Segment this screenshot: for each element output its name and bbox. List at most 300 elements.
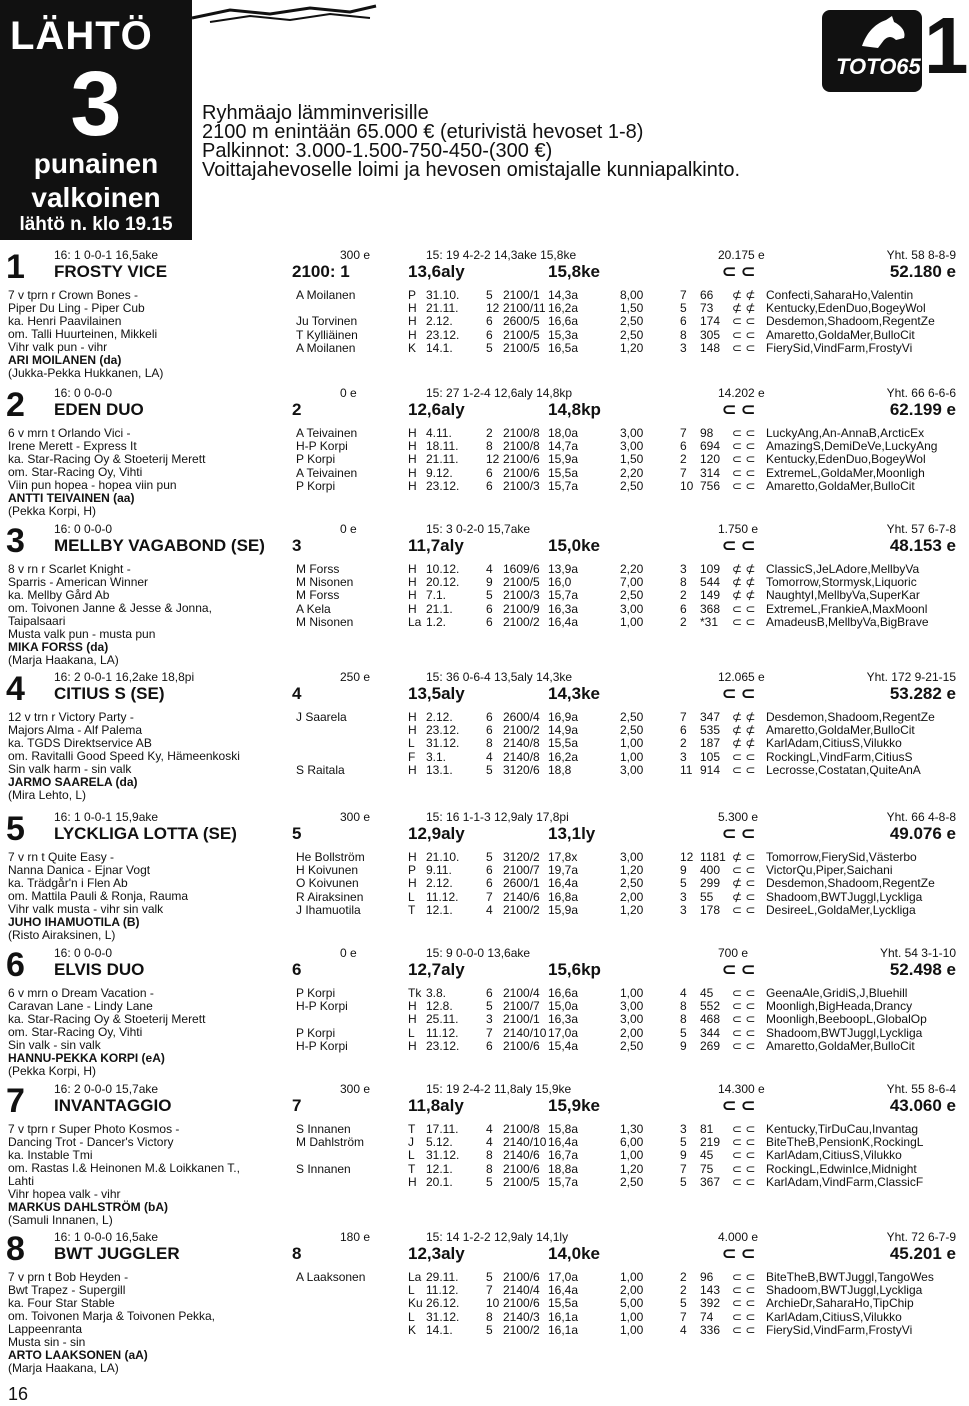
start-cell: 45 <box>700 986 714 1000</box>
horse-info-line: ka. Trädgår'n i Flen Ab <box>8 876 128 890</box>
start-cell: A Moilanen <box>296 340 356 355</box>
start-cell: 10 <box>680 478 694 493</box>
start-cell: H <box>408 314 417 329</box>
start-cell: 23.12. <box>426 1038 460 1053</box>
start-cell: 2,20 <box>620 562 644 576</box>
start-cell: 2,50 <box>620 314 644 329</box>
start-cell: J <box>408 1135 414 1150</box>
start-cell: 18,0a <box>548 426 579 440</box>
start-cell: H <box>408 301 417 316</box>
start-cell: 2,20 <box>620 465 644 480</box>
start-cell: 4 <box>486 562 493 576</box>
start-cell: 11.12. <box>426 1283 459 1298</box>
start-cell: 16,6a <box>548 314 579 329</box>
page-number: 16 <box>8 1384 29 1404</box>
start-cell: 7 <box>680 426 687 440</box>
start-cell: 15,5a <box>548 736 579 751</box>
total-stats: Yht. 55 8-6-4 <box>886 1082 956 1096</box>
start-cell: L <box>408 889 415 904</box>
driver-name: JUHO IHAMUOTILA (B) <box>8 915 140 929</box>
prev-year-earnings: 20.175 e <box>718 248 765 262</box>
start-cell: Shadoom,BWTJuggl,Lyckliga <box>766 1283 923 1298</box>
start-cell: 2100/5 <box>503 327 540 342</box>
horse-block <box>0 1080 960 1227</box>
driver-name: JARMO SAARELA (da) <box>8 775 138 789</box>
horse-info-line: om. Star-Racing Oy, Vihti <box>8 1025 143 1039</box>
start-cell: 6 <box>486 863 493 878</box>
start-cell: 16,5a <box>548 340 579 355</box>
start-cell: 6 <box>486 710 493 724</box>
start-cell: 12.8. <box>426 999 453 1014</box>
start-cell: 16,7a <box>548 1148 579 1163</box>
start-cell: 2600/4 <box>503 710 540 724</box>
start-cell: 3 <box>680 902 687 917</box>
year-stats: 16: 0 0-0-0 <box>54 946 113 960</box>
start-cell: ⊂ ⊂ <box>732 999 756 1014</box>
start-cell: 2100/6 <box>503 1296 540 1311</box>
start-cell: ⊂ ⊂ <box>732 439 756 454</box>
race-color-1: punainen <box>33 148 159 179</box>
start-cell: H <box>408 723 417 738</box>
start-cell: 2,50 <box>620 588 644 603</box>
year-stats: 16: 0 0-0-0 <box>54 386 113 400</box>
start-cell: 3.8. <box>426 986 447 1000</box>
start-cell: 12 <box>680 850 694 864</box>
total-earnings: 52.180 e <box>889 262 956 281</box>
prev-year-earnings: 1.750 e <box>718 522 759 536</box>
year-stats: 16: 2 0-0-0 15,7ake <box>54 1082 159 1096</box>
record-volt: 14,8kp <box>548 400 601 419</box>
start-cell: 14,9a <box>548 723 579 738</box>
start-cell: 6 <box>680 723 687 738</box>
start-cell: 10 <box>486 1296 500 1311</box>
horse-info-line: 6 v mrn t Orlando Vici - <box>8 426 131 440</box>
year-prize: 0 e <box>340 522 357 536</box>
start-cell: ⊄ ⊂ <box>732 876 756 891</box>
record-auto: 12,9aly <box>408 824 465 843</box>
start-cell: 105 <box>700 749 721 764</box>
horse-block <box>0 384 960 524</box>
horse-number: 8 <box>6 1230 25 1268</box>
start-cell: 6 <box>486 723 493 738</box>
start-cell: ArchieDr,SaharaHo,TipChip <box>766 1296 914 1311</box>
start-cell: ⊄ ⊄ <box>732 588 756 603</box>
total-stats: Yht. 57 6-7-8 <box>886 522 956 536</box>
start-cell: 12 <box>486 452 500 467</box>
horse-number: 3 <box>6 522 25 560</box>
start-cell: 6 <box>680 314 687 329</box>
start-cell: 7,00 <box>620 575 644 590</box>
start-cell: 9.11. <box>426 863 452 878</box>
start-cell: ⊂ ⊂ <box>732 1148 756 1163</box>
start-cell: K <box>408 340 417 355</box>
start-cell: 20.1. <box>426 1174 453 1189</box>
prev-year-earnings: 4.000 e <box>718 1230 759 1244</box>
start-cell: P Korpi <box>296 1025 336 1040</box>
start-cell: 23.12. <box>426 723 460 738</box>
start-cell: 2100/6 <box>503 1161 540 1176</box>
start-cell: 9 <box>680 1148 687 1163</box>
start-cell: 2100/4 <box>503 986 540 1000</box>
post-position: 3 <box>292 536 302 555</box>
horse-info-line: Taipalsaari <box>8 614 66 628</box>
shoes-info: ⊂ ⊂ <box>722 684 756 703</box>
start-cell: 6 <box>486 601 493 616</box>
start-cell: *31 <box>700 614 719 629</box>
start-cell: 2100/8 <box>503 439 540 454</box>
horse-number: 2 <box>6 386 25 424</box>
start-cell: 3120/2 <box>503 850 540 864</box>
start-cell: M Forss <box>296 562 340 576</box>
start-cell: Tomorrow,FierySid,Västerbo <box>766 850 917 864</box>
record-auto: 12,6aly <box>408 400 465 419</box>
start-cell: 2,50 <box>620 478 644 493</box>
record-volt: 15,6kp <box>548 960 601 979</box>
start-cell: 5 <box>486 999 493 1014</box>
start-cell: Tomorrow,Stormysk,Liquoric <box>766 575 917 590</box>
start-cell: Moonligh,BigHeada,Drancy <box>766 999 913 1014</box>
start-cell: He Bollström <box>296 850 365 864</box>
start-cell: ⊂ ⊂ <box>732 1122 756 1136</box>
start-cell: 3,00 <box>620 601 644 616</box>
start-cell: H <box>408 1012 417 1027</box>
start-cell: 18,8 <box>548 762 572 777</box>
record-auto: 11,7aly <box>408 536 464 555</box>
prev-year-earnings: 700 e <box>718 946 749 960</box>
start-cell: L <box>408 1309 415 1324</box>
start-cell: 31.12. <box>426 1309 460 1324</box>
prev-year-earnings: 12.065 e <box>718 670 765 684</box>
start-cell: ⊂ ⊂ <box>732 1296 756 1311</box>
start-cell: ⊂ ⊂ <box>732 1322 756 1337</box>
horse-info-line: ka. Four Star Stable <box>8 1296 115 1310</box>
start-cell: 2,50 <box>620 1038 644 1053</box>
trotting-logo-icon <box>190 4 380 29</box>
start-cell: K <box>408 1322 417 1337</box>
start-cell: Ku <box>408 1296 423 1311</box>
start-cell: 2100/2 <box>503 1322 540 1337</box>
driver-name: ANTTI TEIVAINEN (aa) <box>8 491 135 505</box>
start-cell: 4 <box>680 1322 687 1337</box>
start-cell: H-P Korpi <box>296 1038 348 1053</box>
start-cell: ⊄ ⊄ <box>732 575 756 590</box>
start-cell: 1,00 <box>620 986 644 1000</box>
start-cell: 2600/5 <box>503 314 540 329</box>
toto65-logo <box>822 10 922 92</box>
start-cell: 7 <box>680 1161 687 1176</box>
start-cell: 19,7a <box>548 863 579 878</box>
start-cell: A Teivainen <box>296 426 358 440</box>
start-cell: 2 <box>680 614 687 629</box>
start-cell: Shadoom,BWTJuggl,Lyckliga <box>766 889 923 904</box>
start-cell: 2100/7 <box>503 863 540 878</box>
start-cell: Shadoom,BWTJuggl,Lyckliga <box>766 1025 923 1040</box>
start-cell: La <box>408 614 422 629</box>
start-cell: ⊄ ⊄ <box>732 301 756 316</box>
start-cell: 2140/6 <box>503 889 540 904</box>
horse-info-line: Vihr valk pun - vihr <box>8 340 108 354</box>
start-cell: ⊂ ⊂ <box>732 1174 756 1189</box>
start-cell: 2100/6 <box>503 1038 540 1053</box>
year-prize: 300 e <box>340 1082 371 1096</box>
start-cell: 1,00 <box>620 1322 644 1337</box>
start-cell: 299 <box>700 876 721 891</box>
start-cell: A Laaksonen <box>296 1270 366 1284</box>
start-cell: 143 <box>700 1283 721 1298</box>
start-cell: H <box>408 465 417 480</box>
start-cell: 5 <box>486 762 493 777</box>
start-cell: 2100/6 <box>503 1270 540 1284</box>
start-cell: 16,4a <box>548 876 579 891</box>
start-cell: M Forss <box>296 588 340 603</box>
start-cell: 5 <box>680 1135 687 1150</box>
start-cell: 6,00 <box>620 1135 644 1150</box>
trainer-name: (Risto Airaksinen, L) <box>8 928 116 942</box>
start-cell: ⊂ ⊂ <box>732 762 756 777</box>
start-cell: H Koivunen <box>296 863 359 878</box>
total-earnings: 49.076 e <box>889 824 956 843</box>
start-cell: 2,50 <box>620 723 644 738</box>
start-cell: 120 <box>700 452 721 467</box>
start-cell: Amaretto,GoldaMer,BulloCit <box>766 478 915 493</box>
start-cell: T Kylliäinen <box>296 327 358 342</box>
start-cell: 2100/5 <box>503 340 540 355</box>
year-stats: 16: 1 0-0-1 16,5ake <box>54 248 159 262</box>
trainer-name: (Pekka Korpi, H) <box>8 504 97 518</box>
start-cell: P Korpi <box>296 986 336 1000</box>
start-cell: 148 <box>700 340 721 355</box>
horse-info-line: Lahti <box>8 1174 35 1188</box>
start-cell: 3,00 <box>620 850 644 864</box>
start-cell: 2140/10 <box>503 1135 547 1150</box>
start-cell: H-P Korpi <box>296 439 348 454</box>
start-cell: 2,50 <box>620 710 644 724</box>
start-cell: 2 <box>680 452 687 467</box>
start-cell: 6 <box>680 601 687 616</box>
start-cell: 15,4a <box>548 1038 579 1053</box>
driver-name: ARI MOILANEN (da) <box>8 353 122 367</box>
horse-info-line: Bwt Trapez - Supergill <box>8 1283 126 1297</box>
start-cell: 3 <box>680 749 687 764</box>
post-position: 8 <box>292 1244 302 1263</box>
start-cell: Kentucky,EdenDuo,BogeyWol <box>766 301 926 316</box>
record-volt: 15,9ke <box>548 1096 600 1115</box>
start-cell: 9 <box>486 575 493 590</box>
start-cell: H <box>408 588 417 603</box>
start-cell: 2 <box>680 1283 687 1298</box>
horse-info-line: om. Star-Racing Oy, Vihti <box>8 465 143 479</box>
race-number: 3 <box>70 53 122 155</box>
start-cell: 74 <box>700 1309 714 1324</box>
start-cell: 1,00 <box>620 614 644 629</box>
start-cell: 1,50 <box>620 301 644 316</box>
post-position: 2100: 1 <box>292 262 350 281</box>
start-cell: 6 <box>486 465 493 480</box>
start-cell: 17,0a <box>548 1270 579 1284</box>
horse-block <box>0 1228 960 1375</box>
start-cell: 12.1. <box>426 902 453 917</box>
start-cell: 7 <box>680 1309 687 1324</box>
start-cell: 15,9a <box>548 452 579 467</box>
start-cell: 2100/8 <box>503 1122 540 1136</box>
start-cell: 16,3a <box>548 1012 579 1027</box>
start-cell: ⊄ ⊂ <box>732 850 756 864</box>
start-cell: 11 <box>680 762 693 777</box>
start-cell: 468 <box>700 1012 721 1027</box>
race-info-line: Ryhmäajo lämminverisille <box>202 102 429 124</box>
start-cell: KarlAdam,CitiusS,Vilukko <box>766 736 902 751</box>
horse-info-line: ka. Henri Paavilainen <box>8 314 122 328</box>
start-cell: M Nisonen <box>296 575 354 590</box>
start-cell: L <box>408 1148 415 1163</box>
start-cell: T <box>408 1122 416 1136</box>
driver-name: MARKUS DAHLSTRÖM (bA) <box>8 1200 168 1214</box>
start-cell: 1,20 <box>620 902 644 917</box>
horse-info-line: Irene Merett - Express It <box>8 439 137 453</box>
horse-name: MELLBY VAGABOND (SE) <box>54 536 265 555</box>
start-cell: 7 <box>486 1025 493 1040</box>
start-cell: AmadeusB,MellbyVa,BigBrave <box>766 614 929 629</box>
start-cell: 8 <box>680 327 687 342</box>
horse-info-line: ka. Star-Racing Oy & Stoeterij Merett <box>8 452 206 466</box>
start-cell: 2,50 <box>620 1174 644 1189</box>
horse-block <box>0 246 960 386</box>
start-cell: ⊂ ⊂ <box>732 1161 756 1176</box>
start-cell: 8 <box>680 575 687 590</box>
start-cell: 6 <box>486 986 493 1000</box>
horse-info-line: Nanna Danica - Ejnar Vogt <box>8 863 151 877</box>
start-cell: 7 <box>680 288 687 302</box>
prev-year-stats: 15: 19 4-2-2 14,3ake 15,8ke <box>426 248 577 262</box>
start-cell: ExtremeL,GoldaMer,Moonligh <box>766 465 925 480</box>
start-cell: 16,3a <box>548 601 579 616</box>
start-cell: 544 <box>700 575 721 590</box>
start-cell: L <box>408 736 415 751</box>
start-cell: H <box>408 876 417 891</box>
start-cell: 8,00 <box>620 288 644 302</box>
prev-year-stats: 15: 9 0-0-0 13,6ake <box>426 946 531 960</box>
start-cell: ⊂ ⊂ <box>732 1309 756 1324</box>
start-cell: 5 <box>680 301 687 316</box>
shoes-info: ⊂ ⊂ <box>722 262 756 281</box>
horse-name: EDEN DUO <box>54 400 144 419</box>
start-cell: La <box>408 1270 422 1284</box>
start-cell: 11.12. <box>426 889 459 904</box>
start-cell: 16,4a <box>548 1283 579 1298</box>
start-cell: H <box>408 601 417 616</box>
start-cell: ⊄ ⊄ <box>732 288 756 302</box>
start-cell: S Raitala <box>296 762 345 777</box>
start-cell: 9 <box>680 863 687 878</box>
start-cell: 2100/6 <box>503 465 540 480</box>
horse-info-line: Sin valk - sin valk <box>8 1038 101 1052</box>
record-auto: 11,8aly <box>408 1096 464 1115</box>
start-cell: 2,00 <box>620 1283 644 1298</box>
record-volt: 14,3ke <box>548 684 600 703</box>
start-cell: 1,20 <box>620 1161 644 1176</box>
year-prize: 180 e <box>340 1230 371 1244</box>
start-cell: ⊄ ⊄ <box>732 562 756 576</box>
start-cell: 1609/6 <box>503 562 540 576</box>
horse-info-line: Majors Alma - Alf Palema <box>8 723 143 737</box>
prev-year-earnings: 14.202 e <box>718 386 765 400</box>
start-cell: KarlAdam,CitiusS,Vilukko <box>766 1148 902 1163</box>
start-cell: 3.1. <box>426 749 447 764</box>
start-cell: 5 <box>680 1296 687 1311</box>
trainer-name: (Pekka Korpi, H) <box>8 1064 97 1078</box>
leg-number: 1 <box>924 1 969 90</box>
start-cell: H <box>408 426 417 440</box>
start-cell: 2.12. <box>426 876 453 891</box>
start-cell: H <box>408 575 417 590</box>
horse-info-line: Musta sin - sin <box>8 1335 86 1349</box>
horse-head-icon <box>822 10 922 54</box>
start-cell: ⊂ ⊂ <box>732 478 756 493</box>
horse-info-line: Vihr valk musta - vihr sin valk <box>8 902 164 916</box>
start-cell: AmazingS,DemiDeVe,LuckyAng <box>766 439 938 454</box>
start-cell: Kentucky,EdenDuo,BogeyWol <box>766 452 926 467</box>
start-cell: 16,9a <box>548 710 579 724</box>
year-prize: 250 e <box>340 670 371 684</box>
start-cell: 23.12. <box>426 478 460 493</box>
start-cell: 31.12. <box>426 1148 460 1163</box>
start-cell: Desdemon,Shadoom,RegentZe <box>766 876 935 891</box>
start-cell: 9 <box>680 1038 687 1053</box>
horse-info-line: Viin pun hopea - hopea viin pun <box>8 478 177 492</box>
total-earnings: 43.060 e <box>889 1096 956 1115</box>
start-cell: 18.11. <box>426 439 459 454</box>
start-cell: 8 <box>486 1309 493 1324</box>
start-cell: Kentucky,TirDuCau,Invantag <box>766 1122 919 1136</box>
start-cell: 3,00 <box>620 762 644 777</box>
start-cell: 6 <box>486 327 493 342</box>
start-cell: 73 <box>700 301 714 316</box>
start-cell: 8 <box>486 736 493 751</box>
horse-block <box>0 808 960 948</box>
start-cell: 1,30 <box>620 1122 644 1136</box>
race-info <box>202 104 740 180</box>
start-cell: 2140/6 <box>503 1148 540 1163</box>
trainer-name: (Marja Haakana, LA) <box>8 653 119 667</box>
prev-year-stats: 15: 16 1-1-3 12,9aly 17,8pi <box>426 810 569 824</box>
prev-year-stats: 15: 36 0-6-4 13,5aly 14,3ke <box>426 670 573 684</box>
prev-year-earnings: 14.300 e <box>718 1082 765 1096</box>
start-cell: ⊂ ⊂ <box>732 1025 756 1040</box>
start-cell: 6 <box>486 1038 493 1053</box>
start-cell: 8 <box>486 439 493 454</box>
start-cell: F <box>408 749 416 764</box>
start-cell: P Korpi <box>296 452 336 467</box>
start-cell: 7 <box>486 889 493 904</box>
start-cell: Amaretto,GoldaMer,BulloCit <box>766 327 915 342</box>
start-cell: 15,7a <box>548 588 579 603</box>
start-cell: 6 <box>486 314 493 329</box>
start-cell: ⊂ ⊂ <box>732 465 756 480</box>
start-cell: P <box>408 863 417 878</box>
horse-info-line: 12 v trn r Victory Party - <box>8 710 134 724</box>
horse-number: 6 <box>6 946 25 984</box>
start-cell: 29.11. <box>426 1270 459 1284</box>
post-position: 4 <box>292 684 302 703</box>
start-cell: 174 <box>700 314 721 329</box>
horse-block <box>0 520 960 667</box>
prev-year-stats: 15: 14 1-2-2 12,9aly 14,1ly <box>426 1230 569 1244</box>
shoes-info: ⊂ ⊂ <box>722 536 756 555</box>
start-cell: 16,4a <box>548 614 579 629</box>
start-time: lähtö n. klo 19.15 <box>19 214 173 235</box>
start-cell: 1,00 <box>620 749 644 764</box>
record-auto: 12,3aly <box>408 1244 465 1263</box>
